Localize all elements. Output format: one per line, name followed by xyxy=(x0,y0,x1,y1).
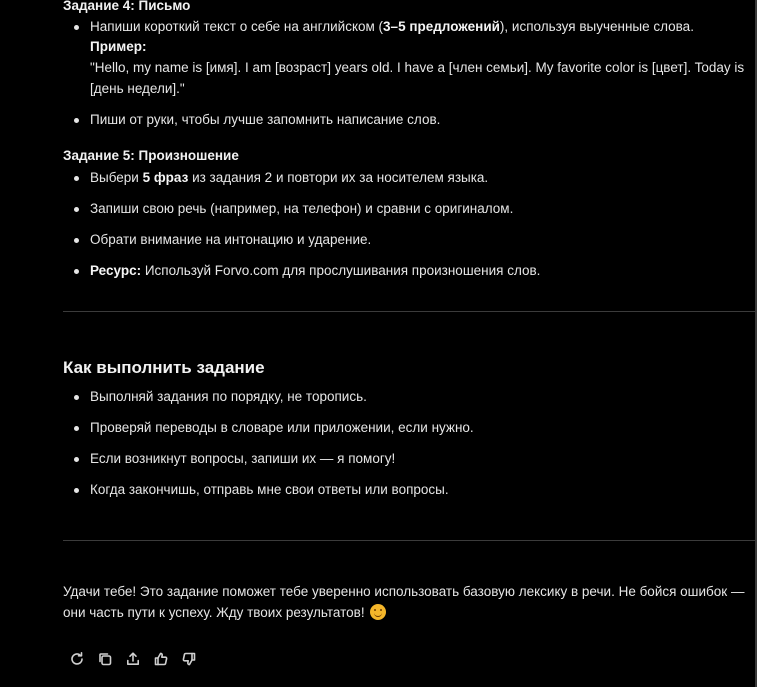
assistant-message xyxy=(63,0,755,623)
thumbs-down-button[interactable] xyxy=(180,650,198,668)
task4-list xyxy=(63,17,755,130)
howto-item-order: Выполняй задания по порядку, не торопись. xyxy=(63,387,755,407)
thumbs-down-icon xyxy=(181,651,197,667)
howto-list xyxy=(63,387,755,500)
howto-item-questions: Если возникнут вопросы, запиши их — я помогу! xyxy=(63,449,755,469)
task4-item1-bold: 3–5 предложений xyxy=(383,19,500,34)
thumbs-up-button[interactable] xyxy=(152,650,170,668)
closing-line2-text: они часть пути к успеху. Жду твоих результатов! xyxy=(63,605,365,620)
task5-resource-label: Ресурс: xyxy=(90,263,142,278)
task5-item-intonation: Обрати внимание на интонацию и ударение. xyxy=(63,230,755,250)
message-actions-toolbar xyxy=(68,650,198,668)
closing-line2 xyxy=(63,603,755,623)
task5-title: Задание 5: Произношение xyxy=(63,148,239,163)
task4-item1-pre: Напиши короткий текст о себе на английском ( xyxy=(90,19,384,34)
smiling-face-emoji-icon xyxy=(370,604,386,620)
thumbs-up-icon xyxy=(153,651,169,667)
task5-list xyxy=(63,168,755,281)
task4-item-writing xyxy=(63,17,755,99)
task5-item1-post: из задания 2 и повтори их за носителем языка. xyxy=(188,170,489,185)
task4-title: Задание 4: Письмо xyxy=(63,0,191,13)
separator-1 xyxy=(63,311,755,312)
example-text: "Hello, my name is [имя]. I am [возраст] years old. I have a [член семьи]. My favorite color is [цвет]. Today is [день недели]." xyxy=(90,60,745,96)
separator-2 xyxy=(63,540,755,541)
task5-resource-text: Используй Forvo.com для прослушивания произношения слов. xyxy=(141,263,541,278)
example-label: Пример: xyxy=(90,39,147,54)
closing-paragraph xyxy=(63,582,755,623)
howto-item-send: Когда закончишь, отправь мне свои ответы или вопросы. xyxy=(63,480,755,500)
howto-item-dictionary: Проверяй переводы в словаре или приложении, если нужно. xyxy=(63,418,755,438)
share-icon xyxy=(125,651,141,667)
task5-item-record: Запиши свою речь (например, на телефон) и сравни с оригиналом. xyxy=(63,199,755,219)
copy-button[interactable] xyxy=(96,650,114,668)
howto-heading: Как выполнить задание xyxy=(63,358,265,377)
task4-item-handwriting: Пиши от руки, чтобы лучше запомнить написание слов. xyxy=(63,110,755,130)
task5-item1-bold: 5 фраз xyxy=(142,170,189,185)
regenerate-icon xyxy=(69,651,85,667)
task4-item1-post: ), используя выученные слова. xyxy=(499,19,694,34)
copy-icon xyxy=(97,651,113,667)
regenerate-button[interactable] xyxy=(68,650,86,668)
task5-item-phrases xyxy=(63,168,755,188)
task5-item1-pre: Выбери xyxy=(90,170,143,185)
task5-item-resource xyxy=(63,261,755,281)
share-button[interactable] xyxy=(124,650,142,668)
closing-line1: Удачи тебе! Это задание поможет тебе уверенно использовать базовую лексику в речи. Не бойся ошибок — xyxy=(63,584,745,599)
